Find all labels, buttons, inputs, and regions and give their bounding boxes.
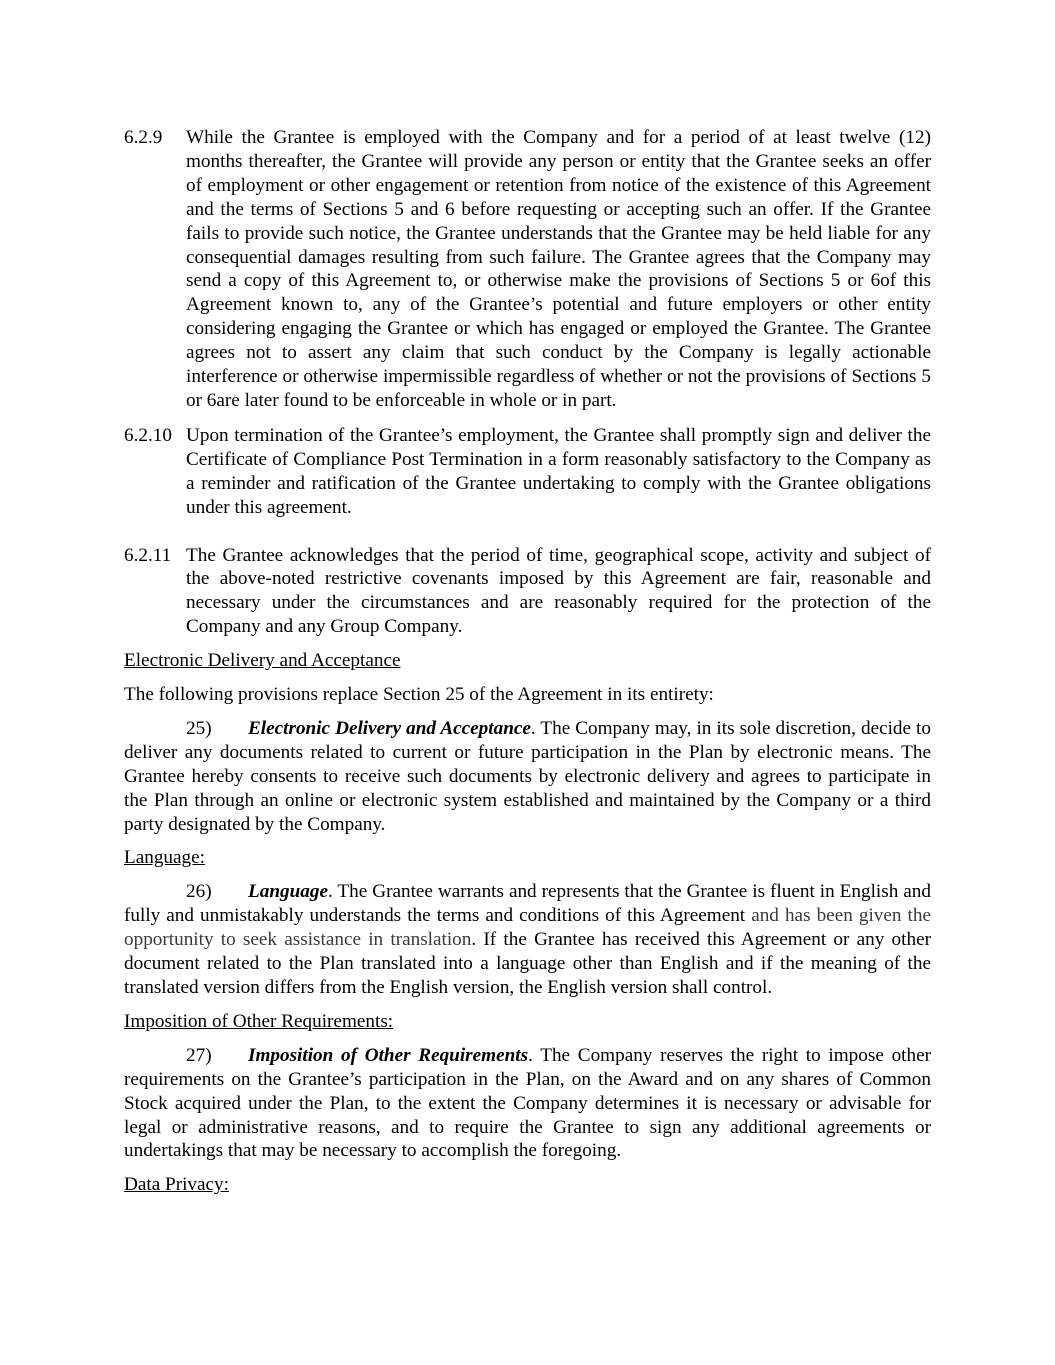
clause-text: Upon termination of the Grantee’s employment, the Grantee shall promptly sign and deliver the Certificate of Compliance Post Termination in a form reasonably satisfactory to the Company as a reminder and ratification of the Grantee undertaking to comply with the Grantee obligations under this agreement.	[186, 424, 931, 518]
clause-text: While the Grantee is employed with the Company and for a period of at least twelve (12) months thereafter, the Grantee will provide any person or entity that the Grantee seeks an offer of employment or other engagement or retention from notice of the existence of this Agreement and the terms of Sections 5 and 6 before requesting or accepting such an offer. If the Grantee fails to provide such notice, the Grantee understands that the Grantee may be held liable for any consequential damages resulting from such failure. The Grantee agrees that the Company may send a copy of this Agreement to, or otherwise make the provisions of Sections 5 or 6of this Agreement known to, any of the Grantee’s potential and future employers or other entity considering engaging the Grantee or which has engaged or employed the Grantee. The Grantee agrees not to assert any claim that such conduct by the Company is legally actionable interference or otherwise impermissible regardless of whether or not the provisions of Sections 5 or 6are later found to be enforceable in whole or in part.	[186, 127, 931, 411]
paragraph-27	[124, 1044, 931, 1164]
section-heading-other-requirements: Imposition of Other Requirements:	[124, 1010, 394, 1032]
paragraph-title: Language	[248, 881, 328, 903]
clause-6-2-9	[124, 126, 931, 413]
paragraph-25	[124, 717, 931, 837]
paragraph-title: Electronic Delivery and Acceptance	[248, 717, 531, 739]
document-content	[124, 126, 931, 1197]
paragraph-text: . The Grantee warrants and represents that the Grantee is fluent in English and fully and unmistakably understands the terms and conditions of this Agreement	[124, 881, 931, 927]
paragraph-text: . The Company may, in its sole discretion, decide to deliver any documents related to current or future participation in the Plan by electronic means. The Grantee hereby consents to receive such documents by electronic delivery and agrees to participate in the Plan through an online or electronic system established and maintained by the Company or a third party designated by the Company.	[124, 717, 931, 835]
paragraph-number: 26)	[186, 881, 212, 903]
clause-6-2-11	[124, 544, 931, 640]
section-heading-language: Language:	[124, 847, 205, 869]
paragraph-text: . If the Grantee has received this Agreement or any other document related to the Plan translated into a language other than English and if the meaning of the translated version differs from the English version, the English version shall control.	[124, 929, 931, 998]
paragraph-26	[124, 880, 931, 1000]
paragraph-text: . The Company reserves the right to impose other requirements on the Grantee’s participation in the Plan, on the Award and on any shares of Common Stock acquired under the Plan, to the extent the Company determines it is necessary or advisable for legal or administrative reasons, and to require the Grantee to sign any additional agreements or undertakings that may be necessary to accomplish the foregoing.	[124, 1044, 931, 1162]
paragraph-number: 25)	[186, 717, 212, 739]
clause-number: 6.2.9	[124, 127, 163, 148]
clause-6-2-10	[124, 424, 931, 520]
section-heading-data-privacy: Data Privacy:	[124, 1174, 229, 1196]
clause-number: 6.2.11	[124, 544, 172, 566]
paragraph-title: Imposition of Other Requirements	[248, 1044, 529, 1066]
clause-number: 6.2.10	[124, 424, 172, 446]
section-heading-electronic-delivery: Electronic Delivery and Acceptance	[124, 650, 401, 672]
section-intro: The following provisions replace Section 25 of the Agreement in its entirety:	[124, 684, 714, 706]
clause-text: The Grantee acknowledges that the period of time, geographical scope, activity and subject of the above-noted restrictive covenants imposed by this Agreement are fair, reasonable and necessary under the circumstances and are reasonably required for the protection of the Company and any Group Company.	[186, 544, 931, 638]
paragraph-number: 27)	[186, 1044, 212, 1066]
paragraph-text-inserted: and has been given the opportunity to seek assistance in translation	[124, 905, 931, 951]
